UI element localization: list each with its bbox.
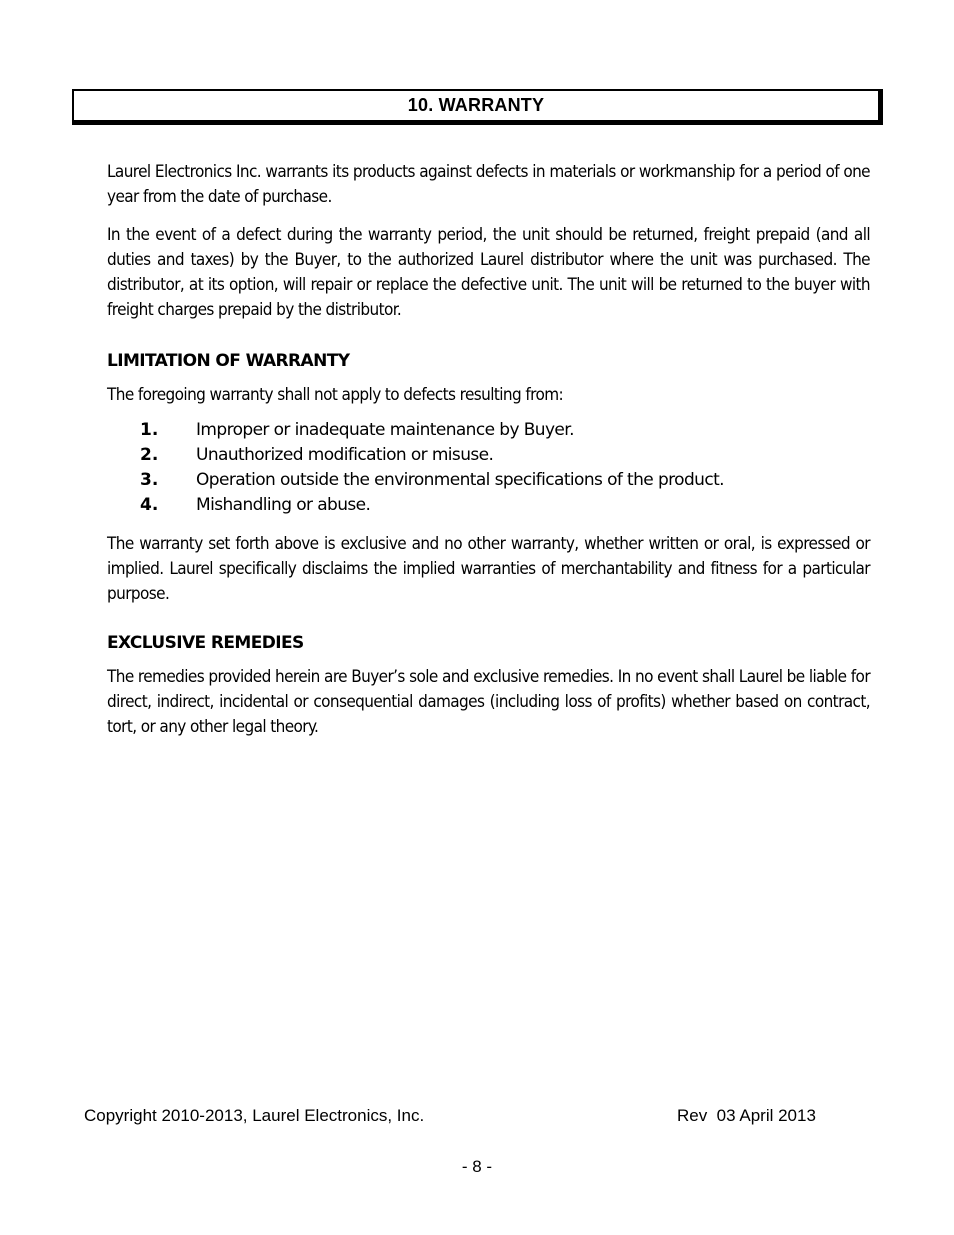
list-item — [107, 443, 870, 468]
defect-return-paragraph: In the event of a defect during the warranty period, the unit should be returned, freight prepaid (and all duties and taxes) by the Buyer, to the authorized Laurel distributor where the unit was purchased. The distributor, at its option, will repair or replace the defective unit. The unit will be returned to the buyer with freight charges prepaid by the distributor. — [107, 225, 870, 320]
list-item-text: Unauthorized modification or misuse. — [196, 445, 494, 465]
list-item — [107, 468, 870, 493]
list-item — [107, 493, 870, 518]
page-number: - 8 - — [461, 1157, 493, 1176]
list-item-number: 2. — [140, 445, 159, 465]
footer-copyright: Copyright 2010-2013, Laurel Electronics, Inc. — [84, 1106, 425, 1125]
footer-revision: Rev 03 April 2013 — [677, 1106, 816, 1125]
remedies-paragraph: The remedies provided herein are Buyer’s sole and exclusive remedies. In no event shall Laurel be liable for direct, indirect, incidental or consequential damages (including loss of profits) whether based on contract, tort, or any other legal theory. — [107, 667, 870, 737]
list-item — [107, 418, 870, 443]
limitation-heading: LIMITATION OF WARRANTY — [107, 351, 350, 371]
section-title: 10. WARRANTY — [407, 95, 545, 115]
disclaimer-paragraph: The warranty set forth above is exclusive and no other warranty, whether written or oral, is expressed or implied. Laurel specifically disclaims the implied warranties of merchantability and fitness for a particular purpose. — [107, 534, 870, 604]
list-item-number: 3. — [140, 470, 159, 490]
list-item-text: Operation outside the environmental specifications of the product. — [196, 470, 724, 490]
intro-paragraph: Laurel Electronics Inc. warrants its products against defects in materials or workmanship for a period of one year from the date of purchase. — [107, 162, 870, 207]
limitation-list — [107, 418, 870, 518]
list-item-text: Mishandling or abuse. — [196, 495, 371, 515]
remedies-heading: EXCLUSIVE REMEDIES — [107, 633, 304, 653]
list-item-number: 1. — [140, 420, 159, 440]
list-item-text: Improper or inadequate maintenance by Buyer. — [196, 420, 574, 440]
section-title-box — [72, 89, 883, 125]
list-item-number: 4. — [140, 495, 159, 515]
limitation-lead: The foregoing warranty shall not apply to defects resulting from: — [107, 385, 564, 405]
